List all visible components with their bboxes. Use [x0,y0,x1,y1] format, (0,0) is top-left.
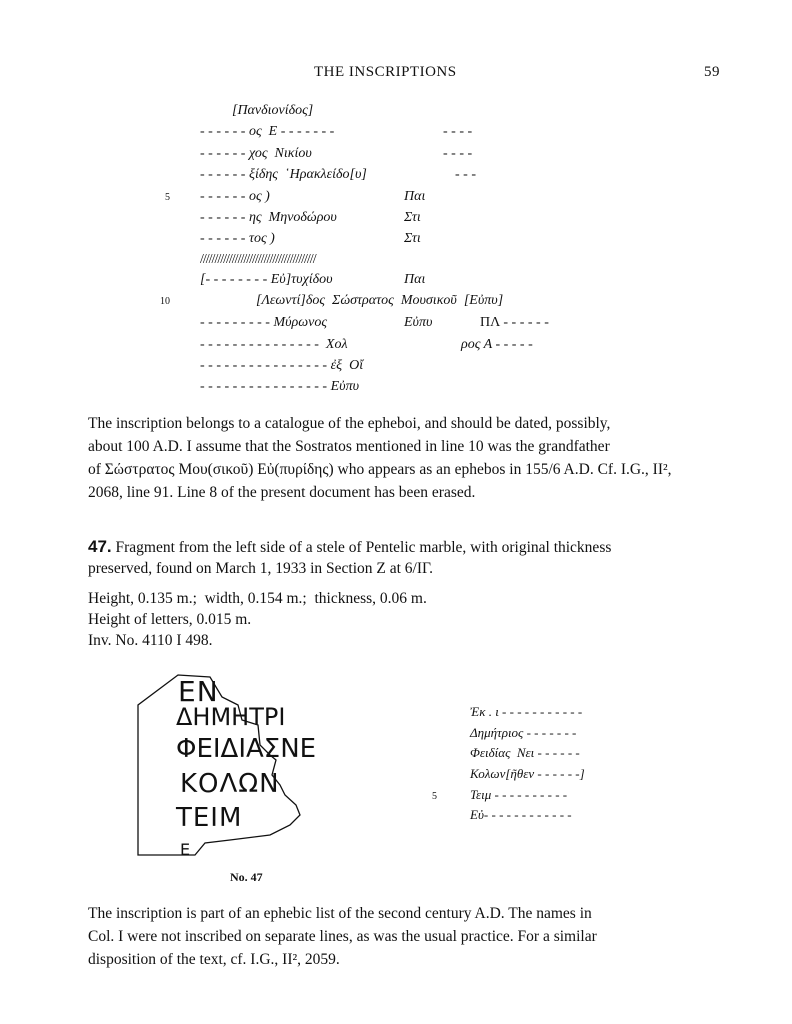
transcription-line: Κολων[ῆθεν - - - - - -] [470,766,585,781]
fragment-drawing [120,665,380,865]
commentary-47 [88,902,728,971]
transcription-line: Εὐ- - - - - - - - - - - - [470,807,572,822]
line-number: 5 [432,791,437,802]
inscription-line-col2: Παι [404,272,426,287]
fragment-line: ΤΕΙΜ [176,803,243,833]
line-number: 10 [160,296,170,307]
inscription-line: - - - - - - ος ) [200,189,270,204]
inscription-line-col2: Παι [404,189,426,204]
commentary-line: disposition of the text, cf. I.G., II², 2059. [88,951,340,968]
inscription-line: - - - - - - ξίδης ῾Ηρακλείδο[υ] [200,167,367,182]
entry-47-description [88,537,611,557]
inscription-line-col2: Εὐπυ [404,315,433,330]
tribe-heading: [Πανδιονίδος] [232,103,314,118]
line-number: 5 [165,192,170,203]
inscription-line: - - - - - - χος Νικίου [200,146,312,161]
inscription-line: - - - - - - - - - Μύρωνος [200,315,328,330]
figure-caption: No. 47 [230,870,263,884]
inscription-line: [- - - - - - - - Εὐ]τυχίδου [200,272,333,287]
inscription-line-col2: Στι [404,231,421,246]
commentary-line: The inscription belongs to a catalogue of the epheboi, and should be dated, possibly, [88,415,611,432]
inscription-line-col3: ρος Α - - - - - [461,337,533,352]
measurement-line: Height of letters, 0.015 m. [88,611,252,628]
fragment-line: ΔΗΜΗΤΡΙ [176,703,286,731]
inscription-line: - - - - - - - - - - - - - - - - ἐξ Οἴ [200,358,364,373]
commentary-46 [88,412,728,504]
inscription-line: - - - - - - ης Μηνοδώρου [200,210,337,225]
entry-description-line2: preserved, found on March 1, 1933 in Section Z at 6/ΙΓ. [88,560,434,577]
measurement-line: Inv. No. 4110 I 498. [88,632,213,649]
page-number: 59 [704,64,720,80]
commentary-line: about 100 A.D. I assume that the Sostratos mentioned in line 10 was the grandfather [88,438,610,455]
commentary-line: of Σώστρατος Μου(σικοῦ) Εὐ(πυρίδης) who appears as an ephebos in 155/6 A.D. Cf. I.G., II², [88,461,672,478]
inscription-line-col3: - - - [455,167,476,182]
inscription-line: [Λεωντί]δος Σώστρατος Μουσικοῦ [Εὐπυ] [256,293,504,308]
inscription-line: - - - - - - - - - - - - - - - - Εὐπυ [200,379,360,394]
measurement-line: Height, 0.135 m.; width, 0.154 m.; thickness, 0.06 m. [88,590,427,607]
running-header-title: THE INSCRIPTIONS [314,64,457,80]
inscription-line: - - - - - - ος Ε - - - - - - - [200,124,335,139]
commentary-line: The inscription is part of an ephebic list of the second century A.D. The names in [88,905,592,922]
inscription-line-col3: ΠΛ - - - - - - [480,315,549,330]
entry-number: 47. [88,537,112,556]
commentary-line: Col. I were not inscribed on separate lines, as was the usual practice. For a similar [88,928,597,945]
fragment-line: ΚΟΛΩΝ [180,769,280,799]
erased-line: //////////////////////////////////////// [200,252,316,267]
transcription-line: Δημήτριος - - - - - - - [470,725,577,740]
fragment-line: Ε [180,840,192,859]
commentary-line: 2068, line 91. Line 8 of the present document has been erased. [88,484,476,501]
transcription-line: Ἐκ . ι - - - - - - - - - - - [470,704,583,719]
inscription-line-col3: - - - - [443,146,473,161]
entry-description-line1: Fragment from the left side of a stele of Pentelic marble, with original thickness [115,539,612,556]
inscription-line: - - - - - - τος ) [200,231,275,246]
transcription-line: Φειδίας Νει - - - - - - [470,745,580,760]
transcription-line: Τειμ - - - - - - - - - - [470,787,568,802]
inscription-line: - - - - - - - - - - - - - - - Χολ [200,337,348,352]
inscription-line-col2: Στι [404,210,421,225]
fragment-line: ΦΕΙΔΙΑΣΝΕ [176,734,317,764]
inscription-line-col3: - - - - [443,124,473,139]
fragment-line: ΕΝ [178,675,219,708]
